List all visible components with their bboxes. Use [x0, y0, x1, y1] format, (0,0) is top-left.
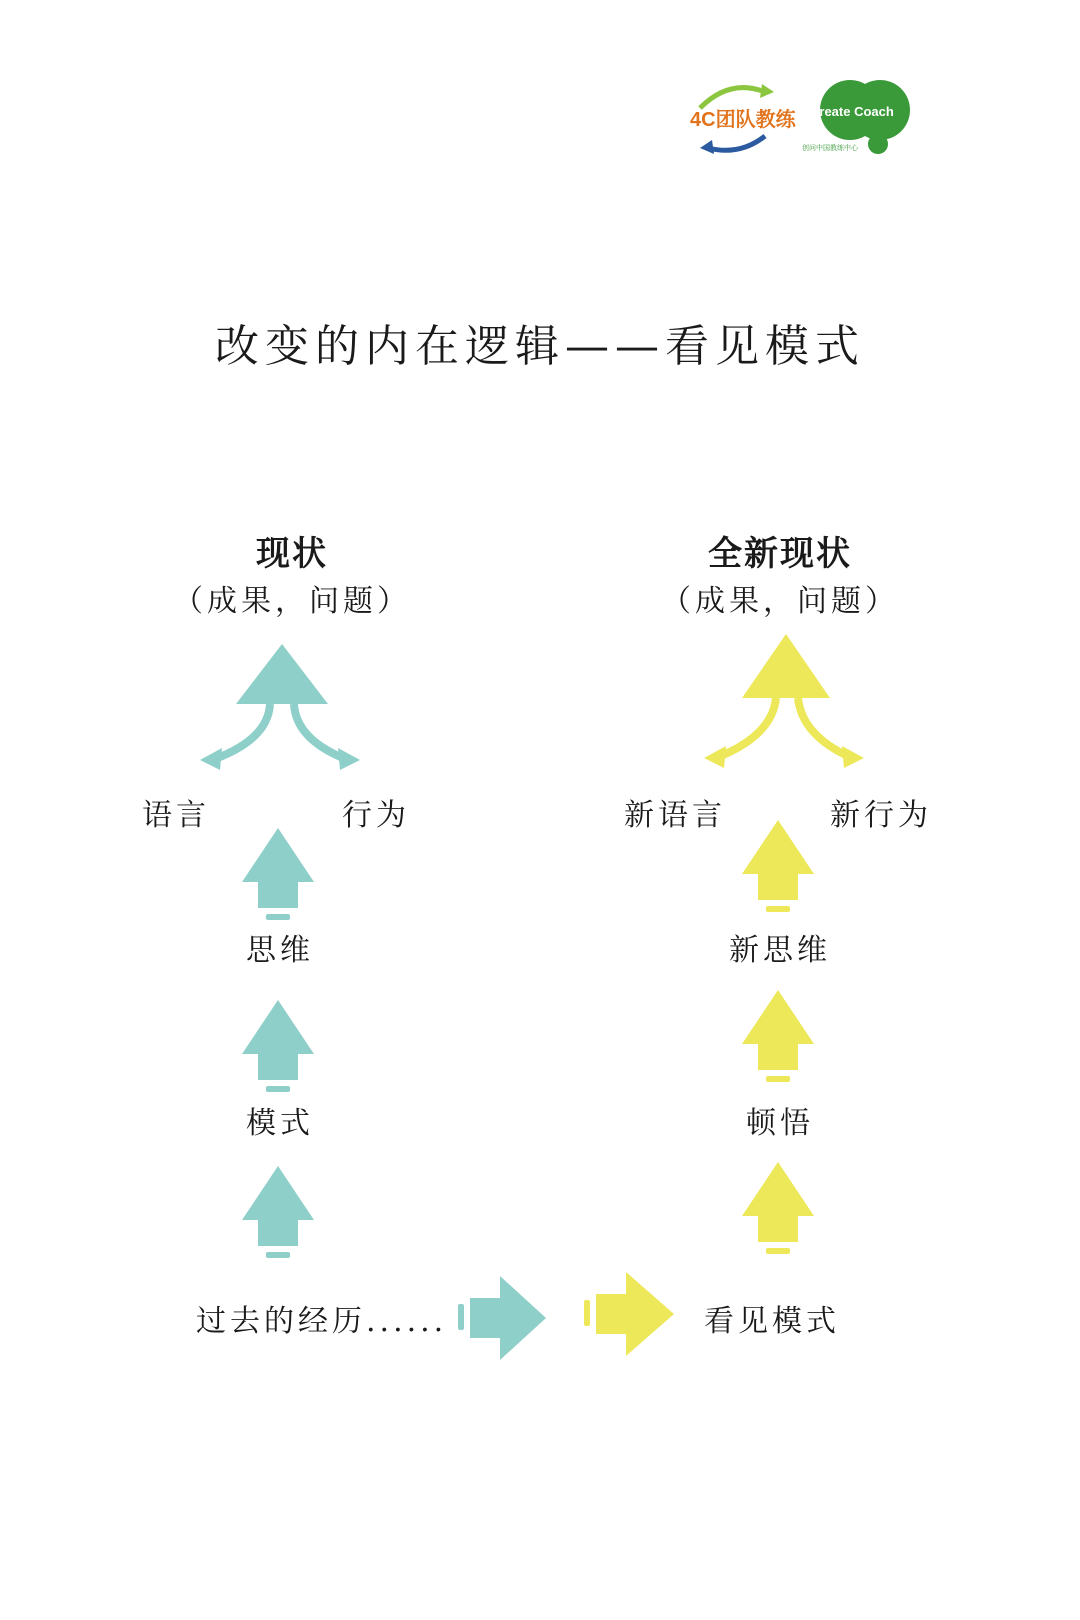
- left-up-arrow-1: [242, 828, 314, 920]
- bottom-arrow-teal: [458, 1276, 546, 1360]
- right-up-arrow-1: [742, 820, 814, 912]
- left-heading: 现状: [256, 534, 328, 574]
- left-up-arrow-2: [242, 1000, 314, 1092]
- right-result-arrow: [742, 634, 830, 698]
- right-branch-arrowhead-left: [704, 746, 726, 768]
- left-result-arrow: [236, 644, 328, 704]
- left-up-arrow-3: [242, 1166, 314, 1258]
- logo-create-coach-text: Create Coach: [810, 104, 894, 119]
- page-title: 改变的内在逻辑——看见模式: [215, 321, 865, 372]
- right-step1-label: 新思维: [729, 933, 831, 968]
- right-step3-label: 看见模式: [704, 1304, 840, 1339]
- bottom-arrow-yellow: [584, 1272, 674, 1356]
- left-branch-right-label: 行为: [342, 798, 410, 833]
- right-heading: 全新现状: [708, 534, 852, 574]
- left-subheading: （成果，问题）: [173, 584, 411, 619]
- left-branch-arrowhead-left: [200, 748, 222, 770]
- right-step2-label: 顿悟: [746, 1106, 814, 1141]
- right-branch-right-label: 新行为: [830, 798, 932, 833]
- right-subheading: （成果，问题）: [661, 584, 899, 619]
- left-branch-left-label: 语言: [142, 798, 210, 833]
- left-branch-arrowhead-right: [338, 748, 360, 770]
- right-branch-arrowhead-right: [842, 746, 864, 768]
- logo-create-coach-caption: 创问中国教练中心: [802, 145, 858, 152]
- logo-4c-text: 4C团队教练: [690, 109, 796, 131]
- right-up-arrow-2: [742, 990, 814, 1082]
- left-step3-label: 过去的经历......: [196, 1304, 448, 1339]
- left-step2-label: 模式: [246, 1106, 314, 1141]
- left-step1-label: 思维: [246, 933, 314, 968]
- right-up-arrow-3: [742, 1162, 814, 1254]
- right-branch-left-label: 新语言: [624, 798, 726, 833]
